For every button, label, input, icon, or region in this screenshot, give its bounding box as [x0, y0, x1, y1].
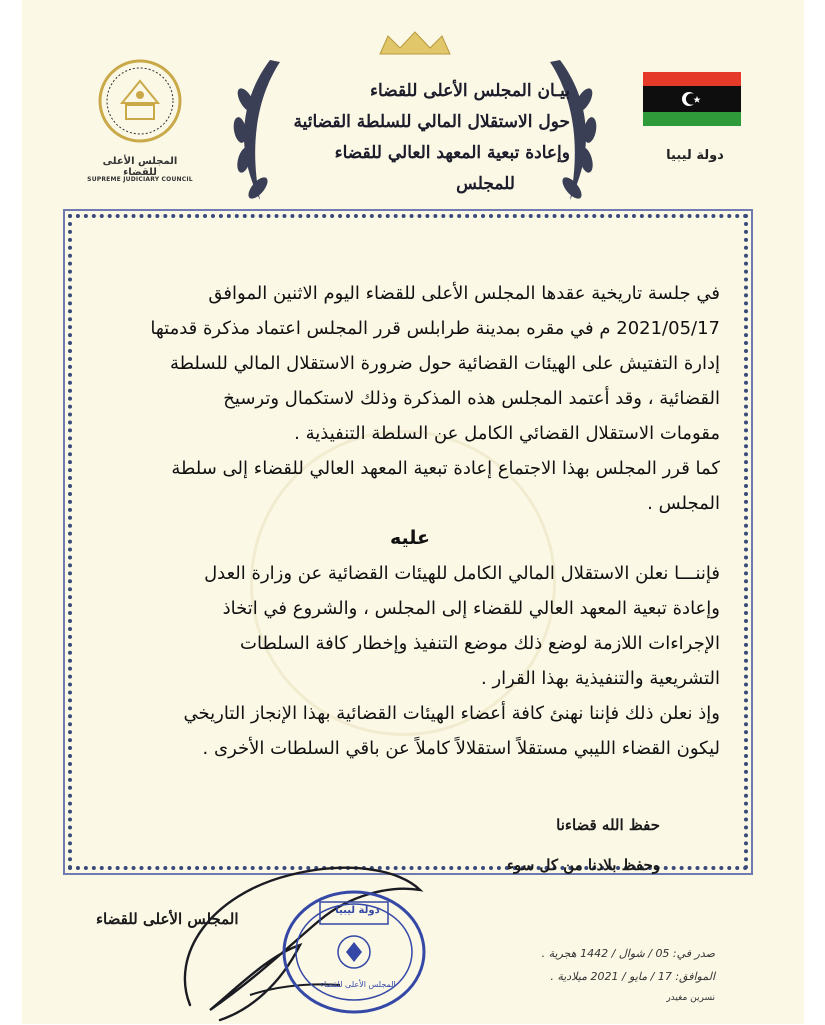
body-line: 2021/05/17 م في مقره بمدينة طرابلس قرر المجلس اعتماد مذكرة قدمتها	[150, 318, 720, 339]
emblem-caption-ar: المجلس الأعلى للقضاء	[102, 156, 178, 178]
body-line: إدارة التفتيش على الهيئات القضائية حول ضرورة الاستقلال المالي للسلطة	[169, 353, 720, 374]
body-line: في جلسة تاريخية عقدها المجلس الأعلى للقضاء اليوم الاثنين الموافق	[208, 283, 720, 304]
emblem-caption-en: SUPREME JUDICIARY COUNCIL	[87, 176, 193, 183]
title-line: بيـان المجلس الأعلى للقضاء	[370, 81, 570, 101]
title-line: حول الاستقلال المالي للسلطة القضائية	[293, 112, 570, 132]
closing-blessing: حفظ الله قضاءنا	[556, 816, 660, 834]
body-line: وإذ نعلن ذلك فإننا نهنئ كافة أعضاء الهيئات القضائية بهذا الإنجاز التاريخي	[183, 703, 720, 724]
body-line: ليكون القضاء الليبي مستقلاً استقلالاً كاملاً عن باقي السلطات الأخرى .	[202, 738, 720, 759]
issue-date-hijri: صدر في: 05 / شوال / 1442 هجرية .	[541, 947, 715, 960]
statement-title	[260, 76, 570, 200]
country-label: دولة ليبيا	[666, 148, 724, 163]
body-line: وإعادة تبعية المعهد العالي للقضاء إلى المجلس ، والشروع في اتخاذ	[222, 598, 720, 619]
author-credit: نسرين مغيدر	[666, 993, 715, 1003]
libya-flag-icon	[643, 72, 741, 126]
body-line: كما قرر المجلس بهذا الاجتماع إعادة تبعية المعهد العالي للقضاء إلى سلطة	[171, 458, 720, 479]
crown-ornament-icon	[370, 28, 460, 58]
statement-body	[100, 276, 720, 766]
section-heading: عليه	[389, 527, 430, 549]
stamp-caption: المجلس الأعلى للقضاء	[320, 980, 396, 989]
stamp-caption: دولة ليبيا	[335, 905, 380, 916]
body-line: التشريعية والتنفيذية بهذا القرار .	[481, 668, 720, 689]
title-line: للمجلس	[456, 174, 515, 194]
body-line: الإجراءات اللازمة لوضع ذلك موضع التنفيذ وإخطار كافة السلطات	[240, 633, 720, 654]
body-line: فإننـــا نعلن الاستقلال المالي الكامل للهيئات القضائية عن وزارة العدل	[204, 563, 720, 584]
council-signatory: المجلس الأعلى للقضاء	[96, 910, 239, 928]
title-line: وإعادة تبعية المعهد العالي للقضاء	[334, 143, 570, 163]
issue-date-gregorian: الموافق: 17 / مايو / 2021 ميلادية .	[550, 970, 715, 983]
body-line: مقومات الاستقلال القضائي الكامل عن السلطة التنفيذية .	[294, 423, 720, 444]
closing-blessing: وحفظ بلادنا من كل سوء	[506, 856, 660, 874]
body-line: المجلس .	[647, 493, 720, 514]
body-line: القضائية ، وقد أعتمد المجلس هذه المذكرة وذلك لاستكمال وترسيخ	[223, 388, 720, 409]
